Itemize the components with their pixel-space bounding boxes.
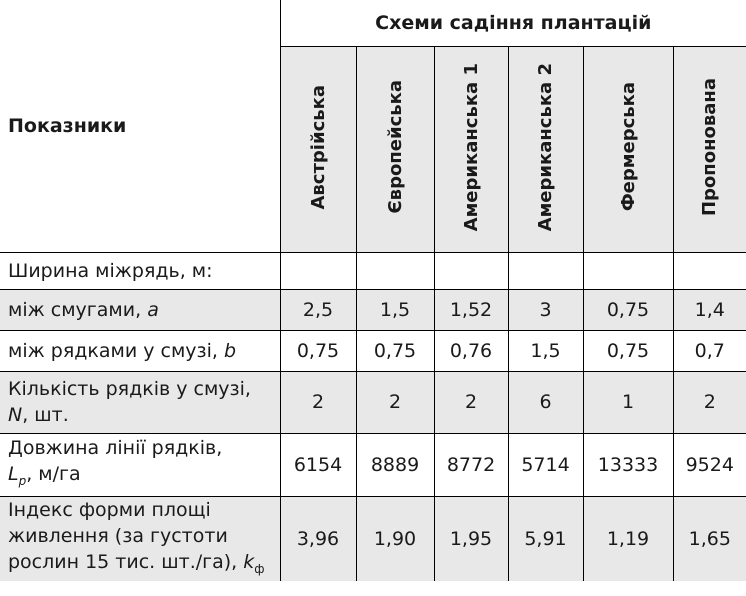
indicators-header: Показники xyxy=(0,0,280,252)
scheme-header-proposed xyxy=(673,46,746,252)
table-cell: 0,75 xyxy=(356,330,434,371)
table-cell: 1,5 xyxy=(508,330,583,371)
table-cell xyxy=(356,252,434,289)
scheme-header-american-2 xyxy=(508,46,583,252)
table-cell: 3,96 xyxy=(280,496,356,581)
table-row-row-spacing xyxy=(0,252,746,289)
table-cell: 8772 xyxy=(434,433,508,496)
scheme-label: Європейська xyxy=(384,80,406,214)
row-label: Індекс форми площі живлення (за густоти рослин 15 тис. шт./га), $k_ф$ xyxy=(0,496,280,581)
row-label: Кількість рядків у смузі, N, шт. xyxy=(0,371,280,433)
table-cell: 0,75 xyxy=(280,330,356,371)
table-cell: 1,19 xyxy=(583,496,673,581)
table-cell: 0,75 xyxy=(583,289,673,330)
table-cell: 6154 xyxy=(280,433,356,496)
table-cell: 2 xyxy=(280,371,356,433)
table-cell: 3 xyxy=(508,289,583,330)
scheme-header-european xyxy=(356,46,434,252)
table-cell: 13333 xyxy=(583,433,673,496)
table-cell xyxy=(434,252,508,289)
table-cell: 5,91 xyxy=(508,496,583,581)
table-header-row-1 xyxy=(0,0,746,46)
table-cell: 1,90 xyxy=(356,496,434,581)
table-cell: 1,52 xyxy=(434,289,508,330)
table-row-row-count xyxy=(0,371,746,433)
table-cell: 2,5 xyxy=(280,289,356,330)
table-cell: 1 xyxy=(583,371,673,433)
table-cell: 2 xyxy=(356,371,434,433)
table-cell xyxy=(280,252,356,289)
table-cell: 0,7 xyxy=(673,330,746,371)
scheme-label: Фермерська xyxy=(617,82,639,212)
table-cell: 5714 xyxy=(508,433,583,496)
table-cell: 6 xyxy=(508,371,583,433)
table-cell xyxy=(673,252,746,289)
row-label: між смугами, a xyxy=(0,289,280,330)
table-cell: 1,95 xyxy=(434,496,508,581)
scheme-header-farmer xyxy=(583,46,673,252)
table-cell: 2 xyxy=(434,371,508,433)
table-cell: 1,5 xyxy=(356,289,434,330)
table-cell: 9524 xyxy=(673,433,746,496)
table-cell: 0,75 xyxy=(583,330,673,371)
row-label: між рядками у смузі, b xyxy=(0,330,280,371)
table-cell: 1,65 xyxy=(673,496,746,581)
scheme-label: Пропонована xyxy=(699,77,721,217)
scheme-header-austrian xyxy=(280,46,356,252)
scheme-header-american-1 xyxy=(434,46,508,252)
schemes-group-header: Схеми садіння плантацій xyxy=(280,0,746,46)
table-cell: 8889 xyxy=(356,433,434,496)
table-row-between-strips xyxy=(0,289,746,330)
table-row-between-rows xyxy=(0,330,746,371)
table-cell: 2 xyxy=(673,371,746,433)
scheme-label: Австрійська xyxy=(307,84,329,210)
table-cell xyxy=(508,252,583,289)
table-cell: 0,76 xyxy=(434,330,508,371)
table-row-shape-index xyxy=(0,496,746,581)
scheme-label: Американська 2 xyxy=(535,62,556,232)
table-cell: 1,4 xyxy=(673,289,746,330)
table-cell xyxy=(583,252,673,289)
scheme-label: Американська 1 xyxy=(460,62,482,232)
table-row-row-length xyxy=(0,433,746,496)
row-label: Ширина міжрядь, м: xyxy=(0,252,280,289)
row-label: Довжина лінії рядків, $L_p$, м/га xyxy=(0,433,280,496)
